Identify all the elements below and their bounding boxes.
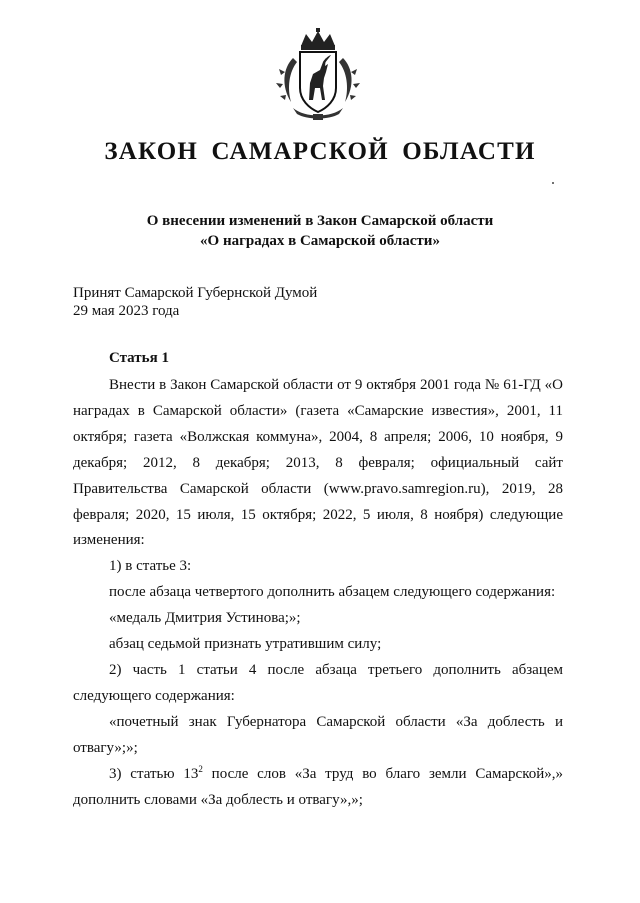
item-1-heading: 1) в статье 3: bbox=[109, 558, 192, 575]
samara-coat-of-arms-icon bbox=[273, 28, 363, 122]
intro-paragraph: Внести в Закон Самарской области от 9 октября 2001 года № 61-ГД «О наградах в Самарской области» (газета «Самарские известия», 2001, 11 октября; газета «Волжская коммуна», 2004, 8 апреля; 2006, 10 ноября, 9 декабря; 2012, 8 декабря; 2013, 8 февраля; официальный сайт Правительства Самарской области (www.pravo.samregion.ru), 2019, 28 февраля; 2020, 15 июля, 15 октября; 2022, 5 июля, 8 ноября) следующие изменения: bbox=[73, 377, 563, 549]
item-1-line-2: «медаль Дмитрия Устинова;»; bbox=[109, 610, 301, 627]
item-3-superscript: 2 bbox=[198, 763, 203, 774]
item-1-line-1: после абзаца четвертого дополнить абзацем следующего содержания: bbox=[109, 584, 556, 601]
item-3-paragraph bbox=[73, 762, 563, 814]
item-2-quote: «почетный знак Губернатора Самарской области «За доблесть и отвагу»;»; bbox=[73, 713, 563, 756]
article-body bbox=[73, 373, 563, 813]
subtitle-line-1: О внесении изменений в Закон Самарской области bbox=[146, 213, 494, 229]
adopted-date: 29 мая 2023 года bbox=[73, 303, 180, 319]
item-3-text: после слов «За труд во благо земли Самарской»,» дополнить словами «За доблесть и отвагу»,»; bbox=[73, 765, 564, 808]
adoption-note bbox=[73, 284, 317, 320]
item-1-line-3: абзац седьмой признать утратившим силу; bbox=[109, 636, 382, 653]
law-subtitle bbox=[0, 211, 640, 251]
subtitle-line-2: «О наградах в Самарской области» bbox=[200, 233, 440, 249]
item-3-prefix: 3) статью 13 bbox=[109, 765, 199, 782]
law-title: ЗАКОН САМАРСКОЙ ОБЛАСТИ bbox=[104, 138, 536, 165]
item-2-paragraph: 2) часть 1 статьи 4 после абзаца третьего дополнить абзацем следующего содержания: bbox=[73, 661, 563, 704]
article-heading: Статья 1 bbox=[109, 350, 169, 366]
scan-speck bbox=[552, 182, 554, 184]
adopted-by: Принят Самарской Губернской Думой bbox=[73, 285, 318, 301]
